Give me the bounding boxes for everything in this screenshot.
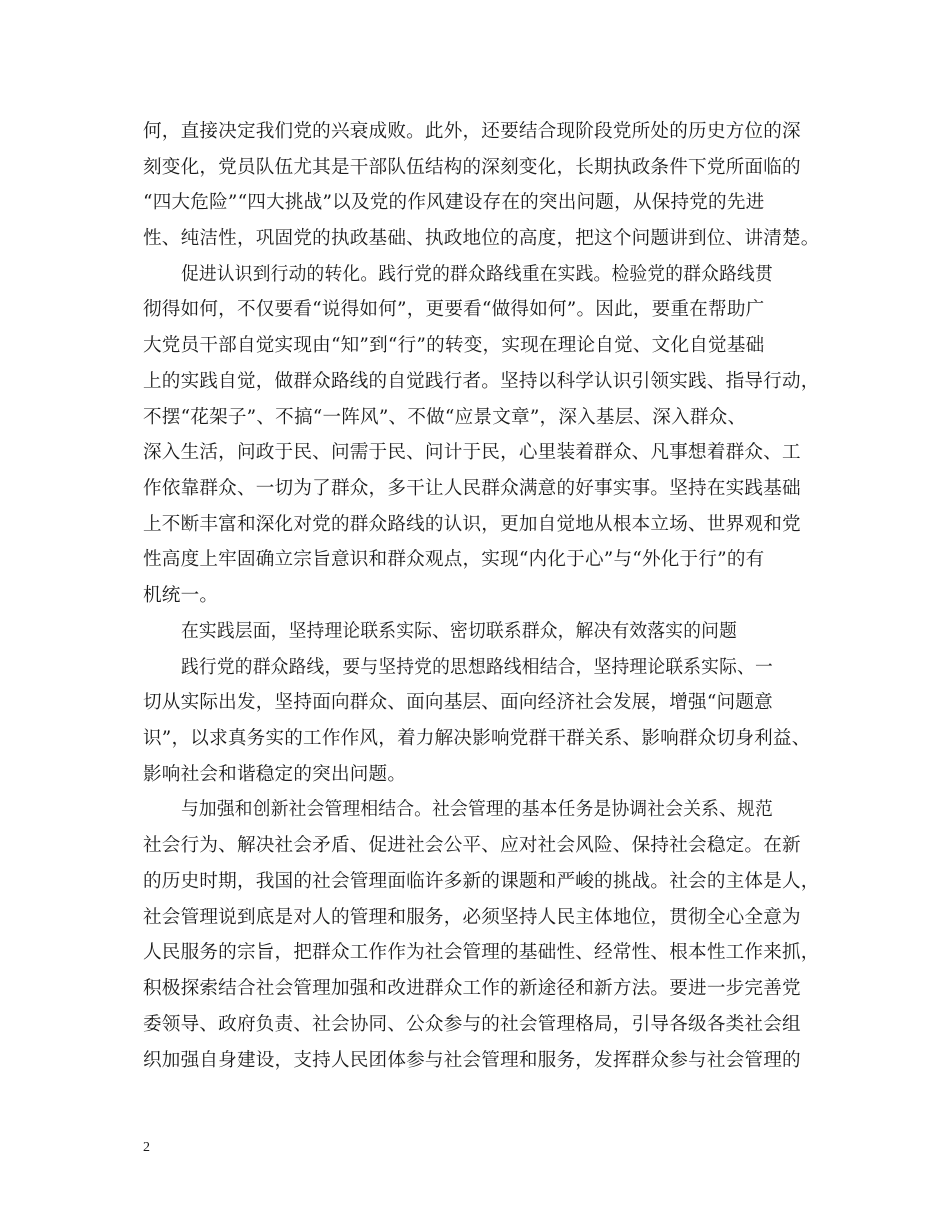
text-line: 上的实践自觉，做群众路线的自觉践行者。坚持以科学认识引领实践、指导行动， — [143, 371, 820, 392]
paragraph-first-line: 促进认识到行动的转化。践行党的群众路线重在实践。检验党的群众路线贯 — [181, 264, 773, 285]
text-line: 切从实际出发，坚持面向群众、面向基层、面向经济社会发展，增强“问题意 — [143, 692, 773, 713]
text-line: 上不断丰富和深化对党的群众路线的认识，更加自觉地从根本立场、世界观和党 — [143, 514, 801, 535]
text-line: 刻变化，党员队伍尤其是干部队伍结构的深刻变化，长期执政条件下党所面临的 — [143, 157, 801, 178]
section-heading: 在实践层面，坚持理论联系实际、密切联系群众，解决有效落实的问题 — [181, 621, 738, 642]
page-number: 2 — [143, 1140, 150, 1155]
text-line: 不摆“花架子”、不搞“一阵风”、不做“应景文章”，深入基层、深入群众、 — [143, 407, 747, 428]
text-line: 何，直接决定我们党的兴衰成败。此外，还要结合现阶段党所处的历史方位的深 — [143, 121, 801, 142]
text-line: 深入生活，问政于民、问需于民、问计于民，心里装着群众、凡事想着群众、工 — [143, 442, 801, 463]
paragraph-first-line: 与加强和创新社会管理相结合。社会管理的基本任务是协调社会关系、规范 — [181, 799, 773, 820]
text-line: 机统一。 — [143, 585, 219, 606]
text-line: 积极探索结合社会管理加强和改进群众工作的新途径和新方法。要进一步完善党 — [143, 978, 801, 999]
text-line: 织加强自身建设，支持人民团体参与社会管理和服务，发挥群众参与社会管理的 — [143, 1050, 801, 1071]
text-line: 性、纯洁性，巩固党的执政基础、执政地位的高度，把这个问题讲到位、讲清楚。 — [143, 228, 820, 249]
text-line: 识”，以求真务实的工作作风，着力解决影响党群干群关系、影响群众切身利益、 — [143, 728, 811, 749]
text-line: “四大危险”“四大挑战”以及党的作风建设存在的突出问题，从保持党的先进 — [143, 192, 765, 213]
text-line: 人民服务的宗旨，把群众工作作为社会管理的基础性、经常性、根本性工作来抓， — [143, 942, 820, 963]
text-line: 的历史时期，我国的社会管理面临许多新的课题和严峻的挑战。社会的主体是人， — [143, 871, 820, 892]
text-line: 性高度上牢固确立宗旨意识和群众观点，实现“内化于心”与“外化于行”的有 — [143, 549, 765, 570]
text-line: 彻得如何，不仅要看“说得如何”，更要看“做得如何”。因此，要重在帮助广 — [143, 299, 765, 320]
paragraph-first-line: 践行党的群众路线，要与坚持党的思想路线相结合，坚持理论联系实际、一 — [181, 657, 773, 678]
text-line: 社会管理说到底是对人的管理和服务，必须坚持人民主体地位，贯彻全心全意为 — [143, 907, 801, 928]
text-line: 委领导、政府负责、社会协同、公众参与的社会管理格局，引导各级各类社会组 — [143, 1014, 801, 1035]
text-line: 作依靠群众、一切为了群众，多干让人民群众满意的好事实事。坚持在实践基础 — [143, 478, 801, 499]
text-line: 大党员干部自觉实现由“知”到“行”的转变，实现在理论自觉、文化自觉基础 — [143, 335, 765, 356]
text-line: 影响社会和谐稳定的突出问题。 — [143, 764, 407, 785]
text-line: 社会行为、解决社会矛盾、促进社会公平、应对社会风险、保持社会稳定。在新 — [143, 835, 801, 856]
